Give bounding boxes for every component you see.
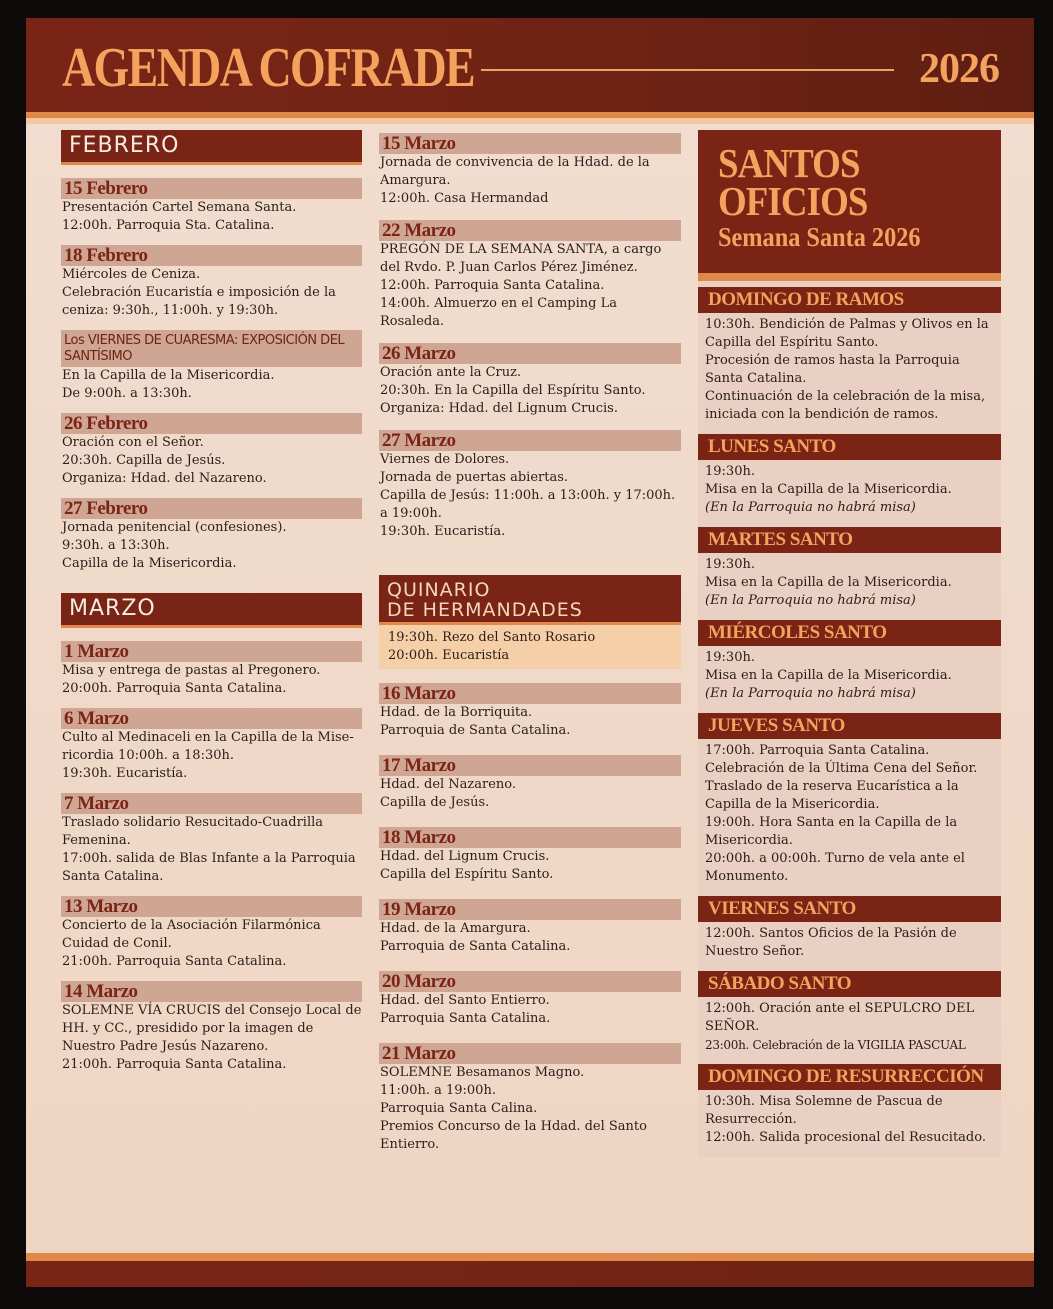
day-line: Continuación de la celebración de la misa, iniciada con la bendición de ramos.	[705, 389, 986, 422]
day-line: 19:00h. Hora Santa en la Capilla de la Misericordia.	[705, 815, 958, 848]
event-date: 16 Marzo	[379, 683, 681, 704]
day-line: 12:00h. Salida procesional del Resucitado.	[705, 1130, 986, 1145]
quinario-title-1: QUINARIO	[387, 579, 491, 601]
page-title: AGENDA COFRADE	[62, 37, 475, 99]
column-santos-oficios	[698, 130, 1001, 1157]
event-line: Presentación Cartel Semana Santa.	[62, 200, 297, 215]
event-line: Capilla de Jesús: 11:00h. a 13:00h. y 17:00h. a 19:00h.	[380, 488, 676, 521]
event-date: 15 Marzo	[379, 133, 681, 154]
event-line: 21:00h. Parroquia Santa Catalina.	[62, 954, 287, 969]
event-line: 12:00h. Casa Hermandad	[380, 191, 549, 206]
event-line: 9:30h. a 13:30h.	[62, 538, 170, 553]
event-date: 27 Marzo	[379, 430, 681, 451]
day-line: Misa en la Capilla de la Misericordia.	[705, 575, 952, 590]
event-date: 1 Marzo	[61, 641, 362, 662]
day-header: LUNES SANTO	[698, 434, 1001, 460]
event-line: 12:00h. Parroquia Santa Catalina.	[380, 278, 605, 293]
header-year: 2026	[919, 46, 999, 92]
event-line: Capilla de Jesús.	[380, 795, 490, 810]
event-date: 22 Marzo	[379, 220, 681, 241]
day-line: 10:30h. Misa Solemne de Pascua de Resurrección.	[705, 1094, 943, 1127]
day-line: Misa en la Capilla de la Misericordia.	[705, 668, 952, 683]
event-line: Culto al Medinaceli en la Capilla de la Mise-ricordia 10:00h. a 18:30h.	[62, 730, 354, 763]
header-accent-line-light	[26, 118, 1034, 124]
event-date: 13 Marzo	[61, 896, 362, 917]
day-note-text: (En la Parroquia no habrá misa)	[705, 500, 916, 515]
day-note-text: (En la Parroquia no habrá misa)	[705, 686, 916, 701]
event-line: 20:00h. Parroquia Santa Catalina.	[62, 681, 287, 696]
event-line: Hdad. del Lignum Crucis.	[380, 849, 550, 864]
event-line: Misa y entrega de pastas al Pregonero.	[62, 663, 321, 678]
event-date: Los VIERNES DE CUARESMA: EXPOSICIÓN DEL SANTÍSIMO	[61, 330, 362, 367]
event-date: 17 Marzo	[379, 755, 681, 776]
event-line: Traslado solidario Resucitado-Cuadrilla Femenina.	[62, 815, 324, 848]
event-line: Jornada de convivencia de la Hdad. de la Amargura.	[380, 155, 650, 188]
event-date: 18 Febrero	[61, 245, 362, 266]
day-note-text: (En la Parroquia no habrá misa)	[705, 593, 916, 608]
event-line: Hdad. de la Borriquita.	[380, 705, 533, 720]
event-line: 20:30h. Capilla de Jesús.	[62, 453, 226, 468]
event-line: Oración con el Señor.	[62, 435, 204, 450]
day-header: DOMINGO DE RESURRECCIÓN	[698, 1064, 1001, 1090]
event-line: Jornada penitencial (confesiones).	[62, 520, 287, 535]
footer-band	[26, 1261, 1034, 1287]
day-header: SÁBADO SANTO	[698, 971, 1001, 997]
event-date: 26 Marzo	[379, 343, 681, 364]
santos-oficios-title-box	[698, 130, 1001, 273]
event-date: 20 Marzo	[379, 971, 681, 992]
column-febrero-marzo	[61, 130, 362, 1074]
quinario-line: 20:00h. Eucaristía	[388, 648, 510, 663]
event-date: 27 Febrero	[61, 498, 362, 519]
event-line: De 9:00h. a 13:30h.	[62, 386, 192, 401]
santos-oficios-title: SANTOS OFICIOS	[718, 140, 868, 224]
day-line: 12:00h. Santos Oficios de la Pasión de Nuestro Señor.	[705, 926, 957, 959]
event-line: Organiza: Hdad. del Lignum Crucis.	[380, 401, 618, 416]
header-rule	[481, 69, 894, 71]
quinario-line: 19:30h. Rezo del Santo Rosario	[388, 630, 596, 645]
day-line: Traslado de la reserva Eucarística a la Capilla de la Misericordia.	[705, 779, 959, 812]
event-line: Parroquia de Santa Catalina.	[380, 723, 571, 738]
event-line: SOLEMNE Besamanos Magno.	[380, 1065, 585, 1080]
event-line: SOLEMNE VÍA CRUCIS del Consejo Local de HH. y CC., presidido por la imagen de Nuestro Padre Jesús Nazareno.	[62, 1003, 362, 1054]
day-line: 19:30h.	[705, 557, 755, 572]
day-line: 17:00h. Parroquia Santa Catalina.	[705, 743, 930, 758]
event-date: 19 Marzo	[379, 899, 681, 920]
day-note	[698, 592, 1001, 610]
event-line: Miércoles de Ceniza.	[62, 267, 201, 282]
quinario-title-2: DE HERMANDADES	[387, 599, 583, 621]
event-date: 21 Marzo	[379, 1043, 681, 1064]
month-header-marzo: MARZO	[61, 593, 362, 628]
day-header: MARTES SANTO	[698, 527, 1001, 553]
event-line: 19:30h. Eucaristía.	[62, 766, 188, 781]
day-note	[698, 685, 1001, 703]
event-line: 20:30h. En la Capilla del Espíritu Santo.	[380, 383, 646, 398]
day-header: VIERNES SANTO	[698, 896, 1001, 922]
column-marzo-quinario	[379, 133, 681, 1154]
event-line: 11:00h. a 19:00h.	[380, 1083, 496, 1098]
day-line: 23:00h. Celebración de la VIGILIA PASCUAL	[705, 1038, 966, 1052]
event-date: 14 Marzo	[61, 981, 362, 1002]
event-line: Oración ante la Cruz.	[380, 365, 522, 380]
event-line: En la Capilla de la Misericordia.	[62, 368, 275, 383]
day-header: JUEVES SANTO	[698, 713, 1001, 739]
poster	[26, 18, 1034, 1287]
event-line: Jornada de puertas abiertas.	[380, 470, 569, 485]
month-header-febrero: FEBRERO	[61, 130, 362, 165]
day-header: MIÉRCOLES SANTO	[698, 620, 1001, 646]
event-date: 15 Febrero	[61, 178, 362, 199]
quinario-header	[379, 575, 681, 625]
event-line: 14:00h. Almuerzo en el Camping La Rosaleda.	[380, 296, 617, 329]
event-line: Viernes de Dolores.	[380, 452, 510, 467]
event-line: Premios Concurso de la Hdad. del Santo Entierro.	[380, 1119, 647, 1152]
santos-oficios-subtitle: Semana Santa 2026	[718, 222, 921, 252]
event-date: 26 Febrero	[61, 413, 362, 434]
event-line: Hdad. del Nazareno.	[380, 777, 517, 792]
day-line: 10:30h. Bendición de Palmas y Olivos en la Capilla del Espíritu Santo.	[705, 317, 989, 350]
event-line: Celebración Eucaristía e imposición de la ceniza: 9:30h., 11:00h. y 19:30h.	[62, 285, 336, 318]
santos-oficios-accent	[698, 273, 1001, 281]
header-band	[26, 18, 1034, 112]
day-line: 12:00h. Oración ante el SEPULCRO DEL SEÑOR.	[705, 1001, 975, 1034]
event-line: Organiza: Hdad. del Nazareno.	[62, 471, 267, 486]
event-line: PREGÓN DE LA SEMANA SANTA, a cargo del Rvdo. P. Juan Carlos Pérez Jiménez.	[380, 242, 662, 275]
day-line: 20:00h. a 00:00h. Turno de vela ante el Monumento.	[705, 851, 965, 884]
event-line: 17:00h. salida de Blas Infante a la Parroquia Santa Catalina.	[62, 851, 356, 884]
event-line: Parroquia de Santa Catalina.	[380, 939, 571, 954]
event-line: Capilla del Espíritu Santo.	[380, 867, 554, 882]
event-line: Concierto de la Asociación Filarmónica Cuidad de Conil.	[62, 918, 321, 951]
event-line: Parroquia Santa Catalina.	[380, 1011, 551, 1026]
footer-accent-line	[26, 1253, 1034, 1261]
event-line: Hdad. del Santo Entierro.	[380, 993, 550, 1008]
event-line: 19:30h. Eucaristía.	[380, 524, 506, 539]
event-line: 21:00h. Parroquia Santa Catalina.	[62, 1057, 287, 1072]
event-date: 7 Marzo	[61, 793, 362, 814]
event-date: 18 Marzo	[379, 827, 681, 848]
day-header: DOMINGO DE RAMOS	[698, 287, 1001, 313]
day-line: Procesión de ramos hasta la Parroquia Santa Catalina.	[705, 353, 960, 386]
event-date: 6 Marzo	[61, 708, 362, 729]
event-line: Hdad. de la Amargura.	[380, 921, 531, 936]
day-line: Misa en la Capilla de la Misericordia.	[705, 482, 952, 497]
day-line: 19:30h.	[705, 650, 755, 665]
day-note	[698, 499, 1001, 517]
event-line: 12:00h. Parroquia Sta. Catalina.	[62, 218, 275, 233]
event-line: Parroquia Santa Calina.	[380, 1101, 538, 1116]
day-line: 19:30h.	[705, 464, 755, 479]
event-line: Capilla de la Misericordia.	[62, 556, 237, 571]
day-line: Celebración de la Última Cena del Señor.	[705, 761, 978, 776]
quinario-body	[379, 625, 681, 669]
